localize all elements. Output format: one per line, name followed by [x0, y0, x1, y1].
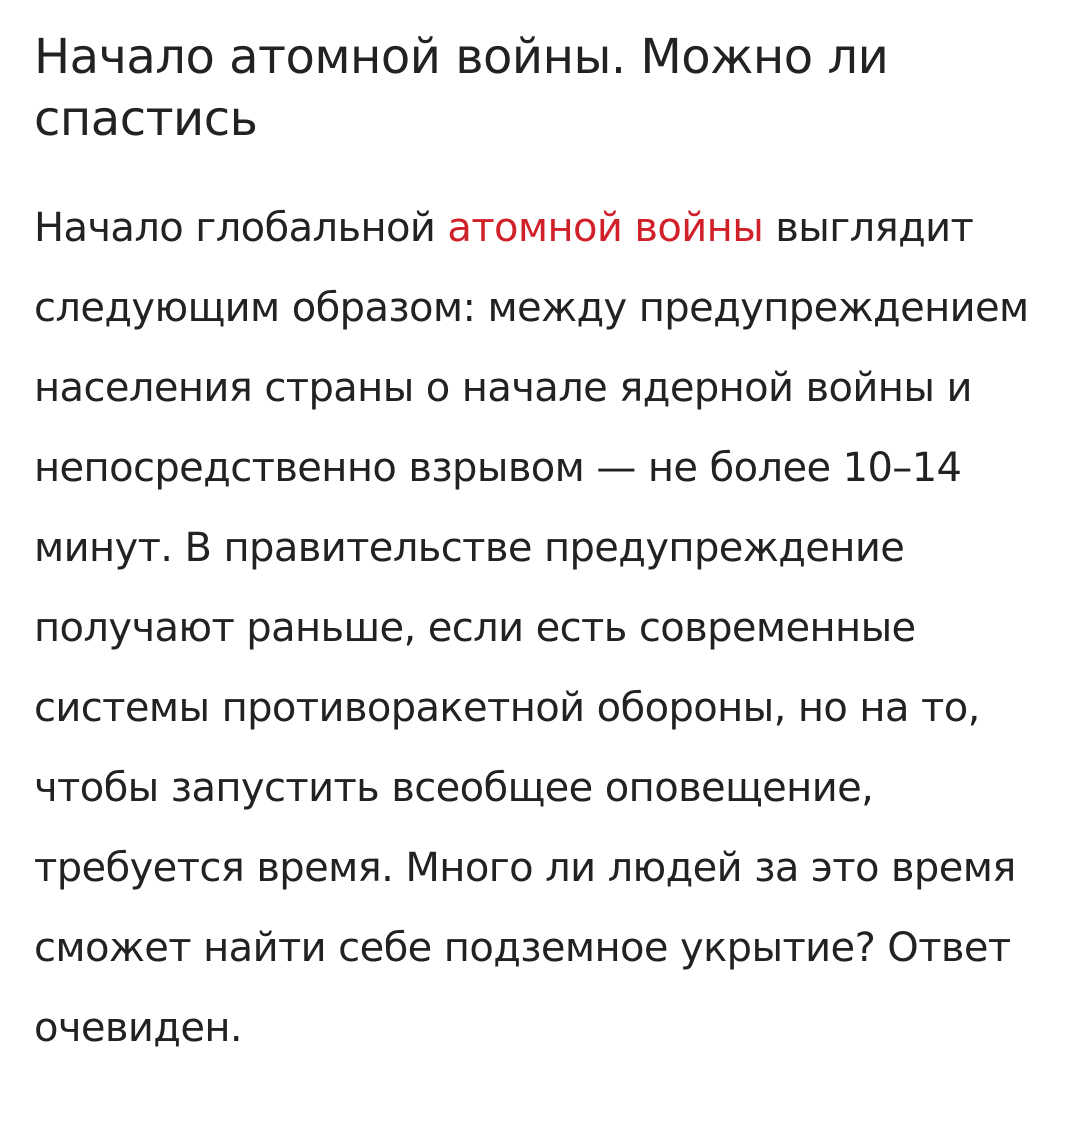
article-title: Начало атомной войны. Можно ли спастись [34, 29, 889, 147]
atomic-war-link[interactable]: атомной войны [447, 205, 764, 251]
paragraph-text-start: Начало глобальной [34, 205, 448, 251]
article [34, 26, 1064, 1068]
article-paragraph [34, 188, 1064, 1068]
paragraph-text-rest: выглядит следующим образом: между предупреждением населения страны о начале ядерной войны и непосредственно взрывом — не более 10–14 минут. В правительстве предупреждение получают раньше, если есть современные системы противоракетной обороны, но на то, чтобы запустить всеобщее оповещение, требуется время. Много ли людей за это время сможет найти себе подземное укрытие? Ответ очевиден. [34, 205, 1029, 1051]
